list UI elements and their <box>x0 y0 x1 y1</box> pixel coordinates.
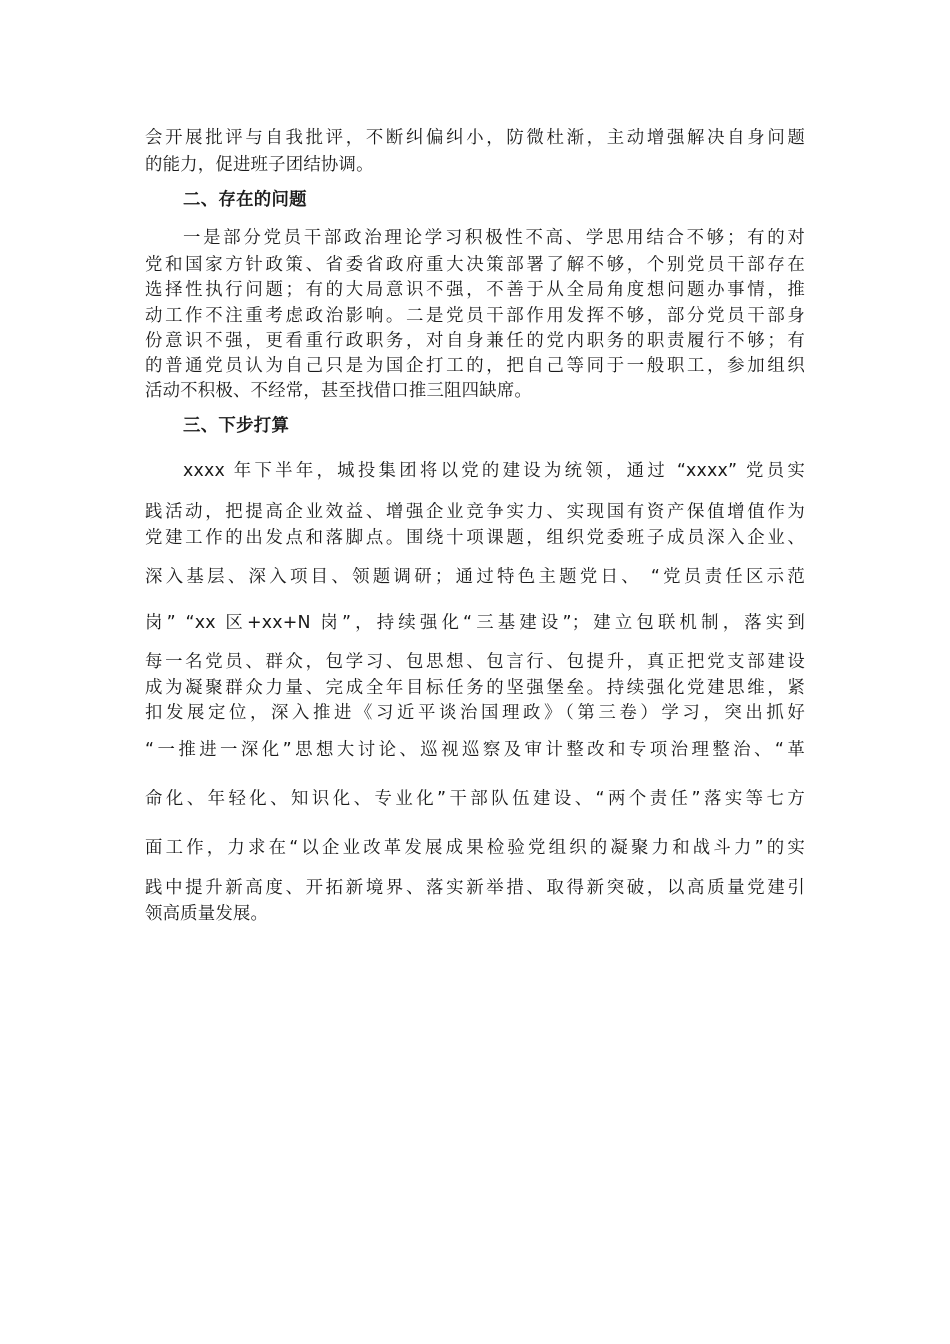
paragraph-1-line-1: 会开展批评与自我批评，不断纠偏纠小，防微杜渐，主动增强解决自身问题 <box>145 128 805 148</box>
paragraph-3-line-3: 党建工作的出发点和落脚点。围绕十项课题，组织党委班子成员深入企业、 <box>145 528 805 548</box>
paragraph-2-line-4: 动工作不注重考虑政治影响。二是党员干部作用发挥不够，部分党员干部身 <box>145 306 805 326</box>
paragraph-2-line-5: 份意识不强，更看重行政职务，对自身兼任的党内职务的职责履行不够；有 <box>145 331 805 351</box>
paragraph-1-line-2: 的能力，促进班子团结协调。 <box>145 155 374 175</box>
paragraph-2-line-6: 的普通党员认为自己只是为国企打工的，把自己等同于一般职工，参加组织 <box>145 356 805 376</box>
paragraph-3-line-4: 深入基层、深入项目、领题调研；通过特色主题党日、 “党员责任区示范 <box>145 567 805 587</box>
paragraph-3-line-12: 践中提升新高度、开拓新境界、落实新举措、取得新突破，以高质量党建引 <box>145 878 805 898</box>
paragraph-2-line-1: 一是部分党员干部政治理论学习积极性不高、学思用结合不够；有的对 <box>183 228 805 248</box>
paragraph-3-line-5: 岗” “xx 区+xx+N 岗”，持续强化“三基建设”；建立包联机制，落实到 <box>145 613 805 633</box>
section-heading-problems: 二、存在的问题 <box>183 190 307 210</box>
paragraph-3-line-7: 成为凝聚群众力量、完成全年目标任务的坚强堡垒。持续强化党建思维，紧 <box>145 678 805 698</box>
paragraph-2-line-7: 活动不积极、不经常，甚至找借口推三阻四缺席。 <box>145 381 532 401</box>
paragraph-3-line-8: 扣发展定位，深入推进《习近平谈治国理政》（第三卷）学习，突出抓好 <box>145 703 805 723</box>
paragraph-3-line-6: 每一名党员、群众，包学习、包思想、包言行、包提升，真正把党支部建设 <box>145 652 805 672</box>
paragraph-2-line-3: 选择性执行问题；有的大局意识不强，不善于从全局角度想问题办事情，推 <box>145 280 805 300</box>
paragraph-3-line-10: 命化、年轻化、知识化、专业化”干部队伍建设、“两个责任”落实等七方 <box>145 789 805 809</box>
section-heading-next-steps: 三、下步打算 <box>183 416 290 436</box>
paragraph-3-line-13: 领高质量发展。 <box>145 904 269 924</box>
paragraph-3-line-1: xxxx 年下半年，城投集团将以党的建设为统领，通过 “xxxx” 党员实 <box>183 461 805 481</box>
paragraph-3-line-2: 践活动，把提高企业效益、增强企业竞争实力、实现国有资产保值增值作为 <box>145 502 805 522</box>
paragraph-3-line-11: 面工作，力求在“以企业改革发展成果检验党组织的凝聚力和战斗力”的实 <box>145 838 805 858</box>
paragraph-3-line-9: “一推进一深化”思想大讨论、巡视巡察及审计整改和专项治理整治、“革 <box>145 740 805 760</box>
paragraph-2-line-2: 党和国家方针政策、省委省政府重大决策部署了解不够，个别党员干部存在 <box>145 255 805 275</box>
